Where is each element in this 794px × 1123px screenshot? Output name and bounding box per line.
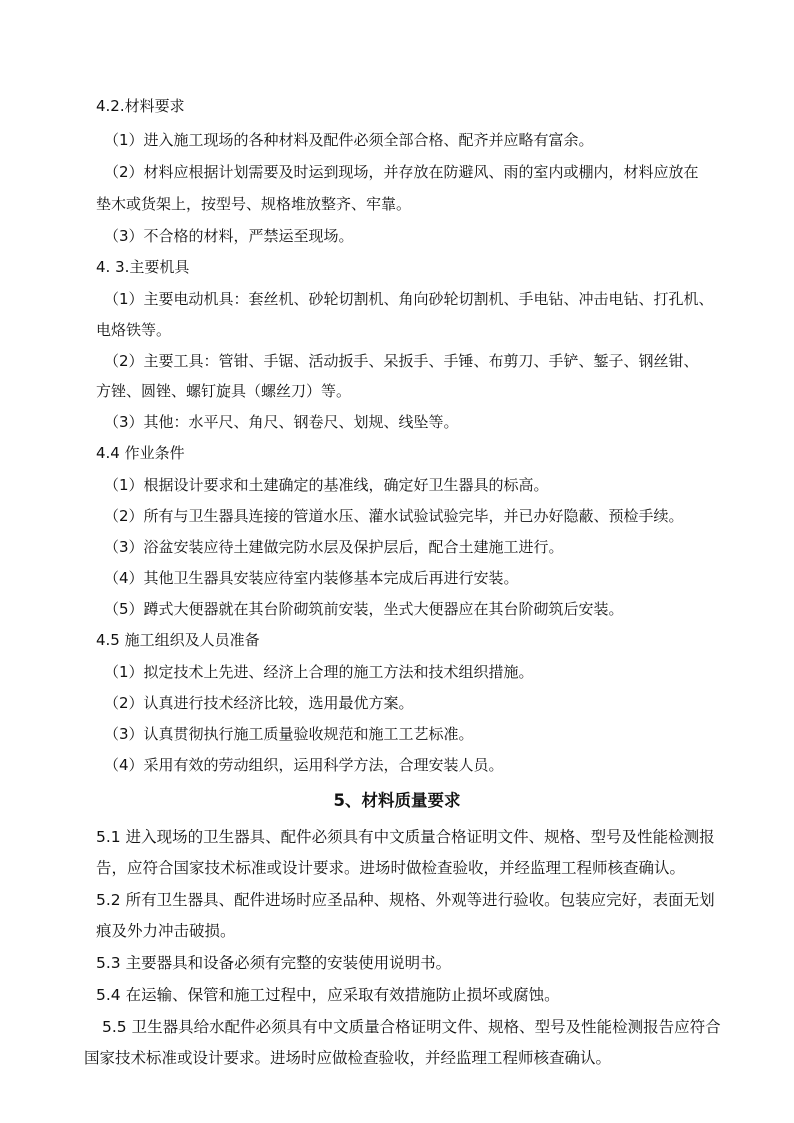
sec5-para-1: 5.1 进入现场的卫生器具、配件必须具有中文质量合格证明文件、规格、型号及性能检测报 [96, 828, 715, 846]
sec5-para-4: 5.4 在运输、保管和施工过程中，应采取有效措施防止损坏或腐蚀。 [96, 986, 560, 1004]
sec44-item-4: （4）其他卫生器具安装应待室内装修基本完成后再进行安装。 [104, 569, 519, 587]
section-4-4-title: 4.4 作业条件 [96, 444, 185, 462]
section-5-heading: 5、材料质量要求 [333, 791, 461, 810]
sec5-para-5-cont: 国家技术标准或设计要求。进场时应做检查验收，并经监理工程师核查确认。 [84, 1049, 612, 1067]
sec45-item-3: （3）认真贯彻执行施工质量验收规范和施工工艺标准。 [104, 725, 474, 743]
sec44-item-1: （1）根据设计要求和土建确定的基准线，确定好卫生器具的标高。 [104, 476, 549, 494]
sec42-item-3: （3）不合格的材料，严禁运至现场。 [104, 227, 354, 245]
sec5-para-2-cont: 痕及外力冲击破损。 [96, 922, 236, 940]
sec42-item-2-cont: 垫木或货架上，按型号、规格堆放整齐、牢靠。 [96, 195, 412, 213]
sec43-item-1: （1）主要电动机具：套丝机、砂轮切割机、角向砂轮切割机、手电钻、冲击电钻、打孔机、 [104, 290, 714, 308]
sec44-item-2: （2）所有与卫生器具连接的管道水压、灌水试验试验完毕，并已办好隐蔽、预检手续。 [104, 507, 684, 525]
sec45-item-1: （1）拟定技术上先进、经济上合理的施工方法和技术组织措施。 [104, 663, 534, 681]
sec43-item-3: （3）其他：水平尺、角尺、钢卷尺、划规、线坠等。 [104, 413, 459, 431]
section-4-3-title: 4. 3.主要机具 [96, 258, 190, 276]
sec42-item-2: （2）材料应根据计划需要及时运到现场，并存放在防避风、雨的室内或棚内，材料应放在 [104, 163, 699, 181]
sec43-item-2: （2）主要工具：管钳、手锯、活动扳手、呆扳手、手锤、布剪刀、手铲、錾子、钢丝钳、 [104, 352, 699, 370]
section-4-2-title: 4.2.材料要求 [96, 97, 185, 115]
sec42-item-1: （1）进入施工现场的各种材料及配件必须全部合格、配齐并应略有富余。 [104, 131, 594, 149]
sec45-item-2: （2）认真进行技术经济比较，选用最优方案。 [104, 694, 414, 712]
sec5-para-2: 5.2 所有卫生器具、配件进场时应圣品种、规格、外观等进行验收。包装应完好，表面无划 [96, 891, 715, 909]
section-4-5-title: 4.5 施工组织及人员准备 [96, 631, 260, 649]
sec44-item-3: （3）浴盆安装应待土建做完防水层及保护层后，配合土建施工进行。 [104, 538, 564, 556]
sec5-para-5: 5.5 卫生器具给水配件必须具有中文质量合格证明文件、规格、型号及性能检测报告应符合 [102, 1018, 721, 1036]
sec43-item-1-cont: 电烙铁等。 [96, 321, 172, 339]
sec5-para-1-cont: 告，应符合国家技术标准或设计要求。进场时做检查验收，并经监理工程师核查确认。 [96, 859, 686, 877]
sec45-item-4: （4）采用有效的劳动组织，运用科学方法，合理安装人员。 [104, 756, 504, 774]
sec44-item-5: （5）蹲式大便器就在其台阶砌筑前安装，坐式大便器应在其台阶砌筑后安装。 [104, 600, 624, 618]
sec43-item-2-cont: 方锉、圆锉、螺钉旋具（螺丝刀）等。 [96, 382, 352, 400]
sec5-para-3: 5.3 主要器具和设备必须有完整的安装使用说明书。 [96, 954, 452, 972]
